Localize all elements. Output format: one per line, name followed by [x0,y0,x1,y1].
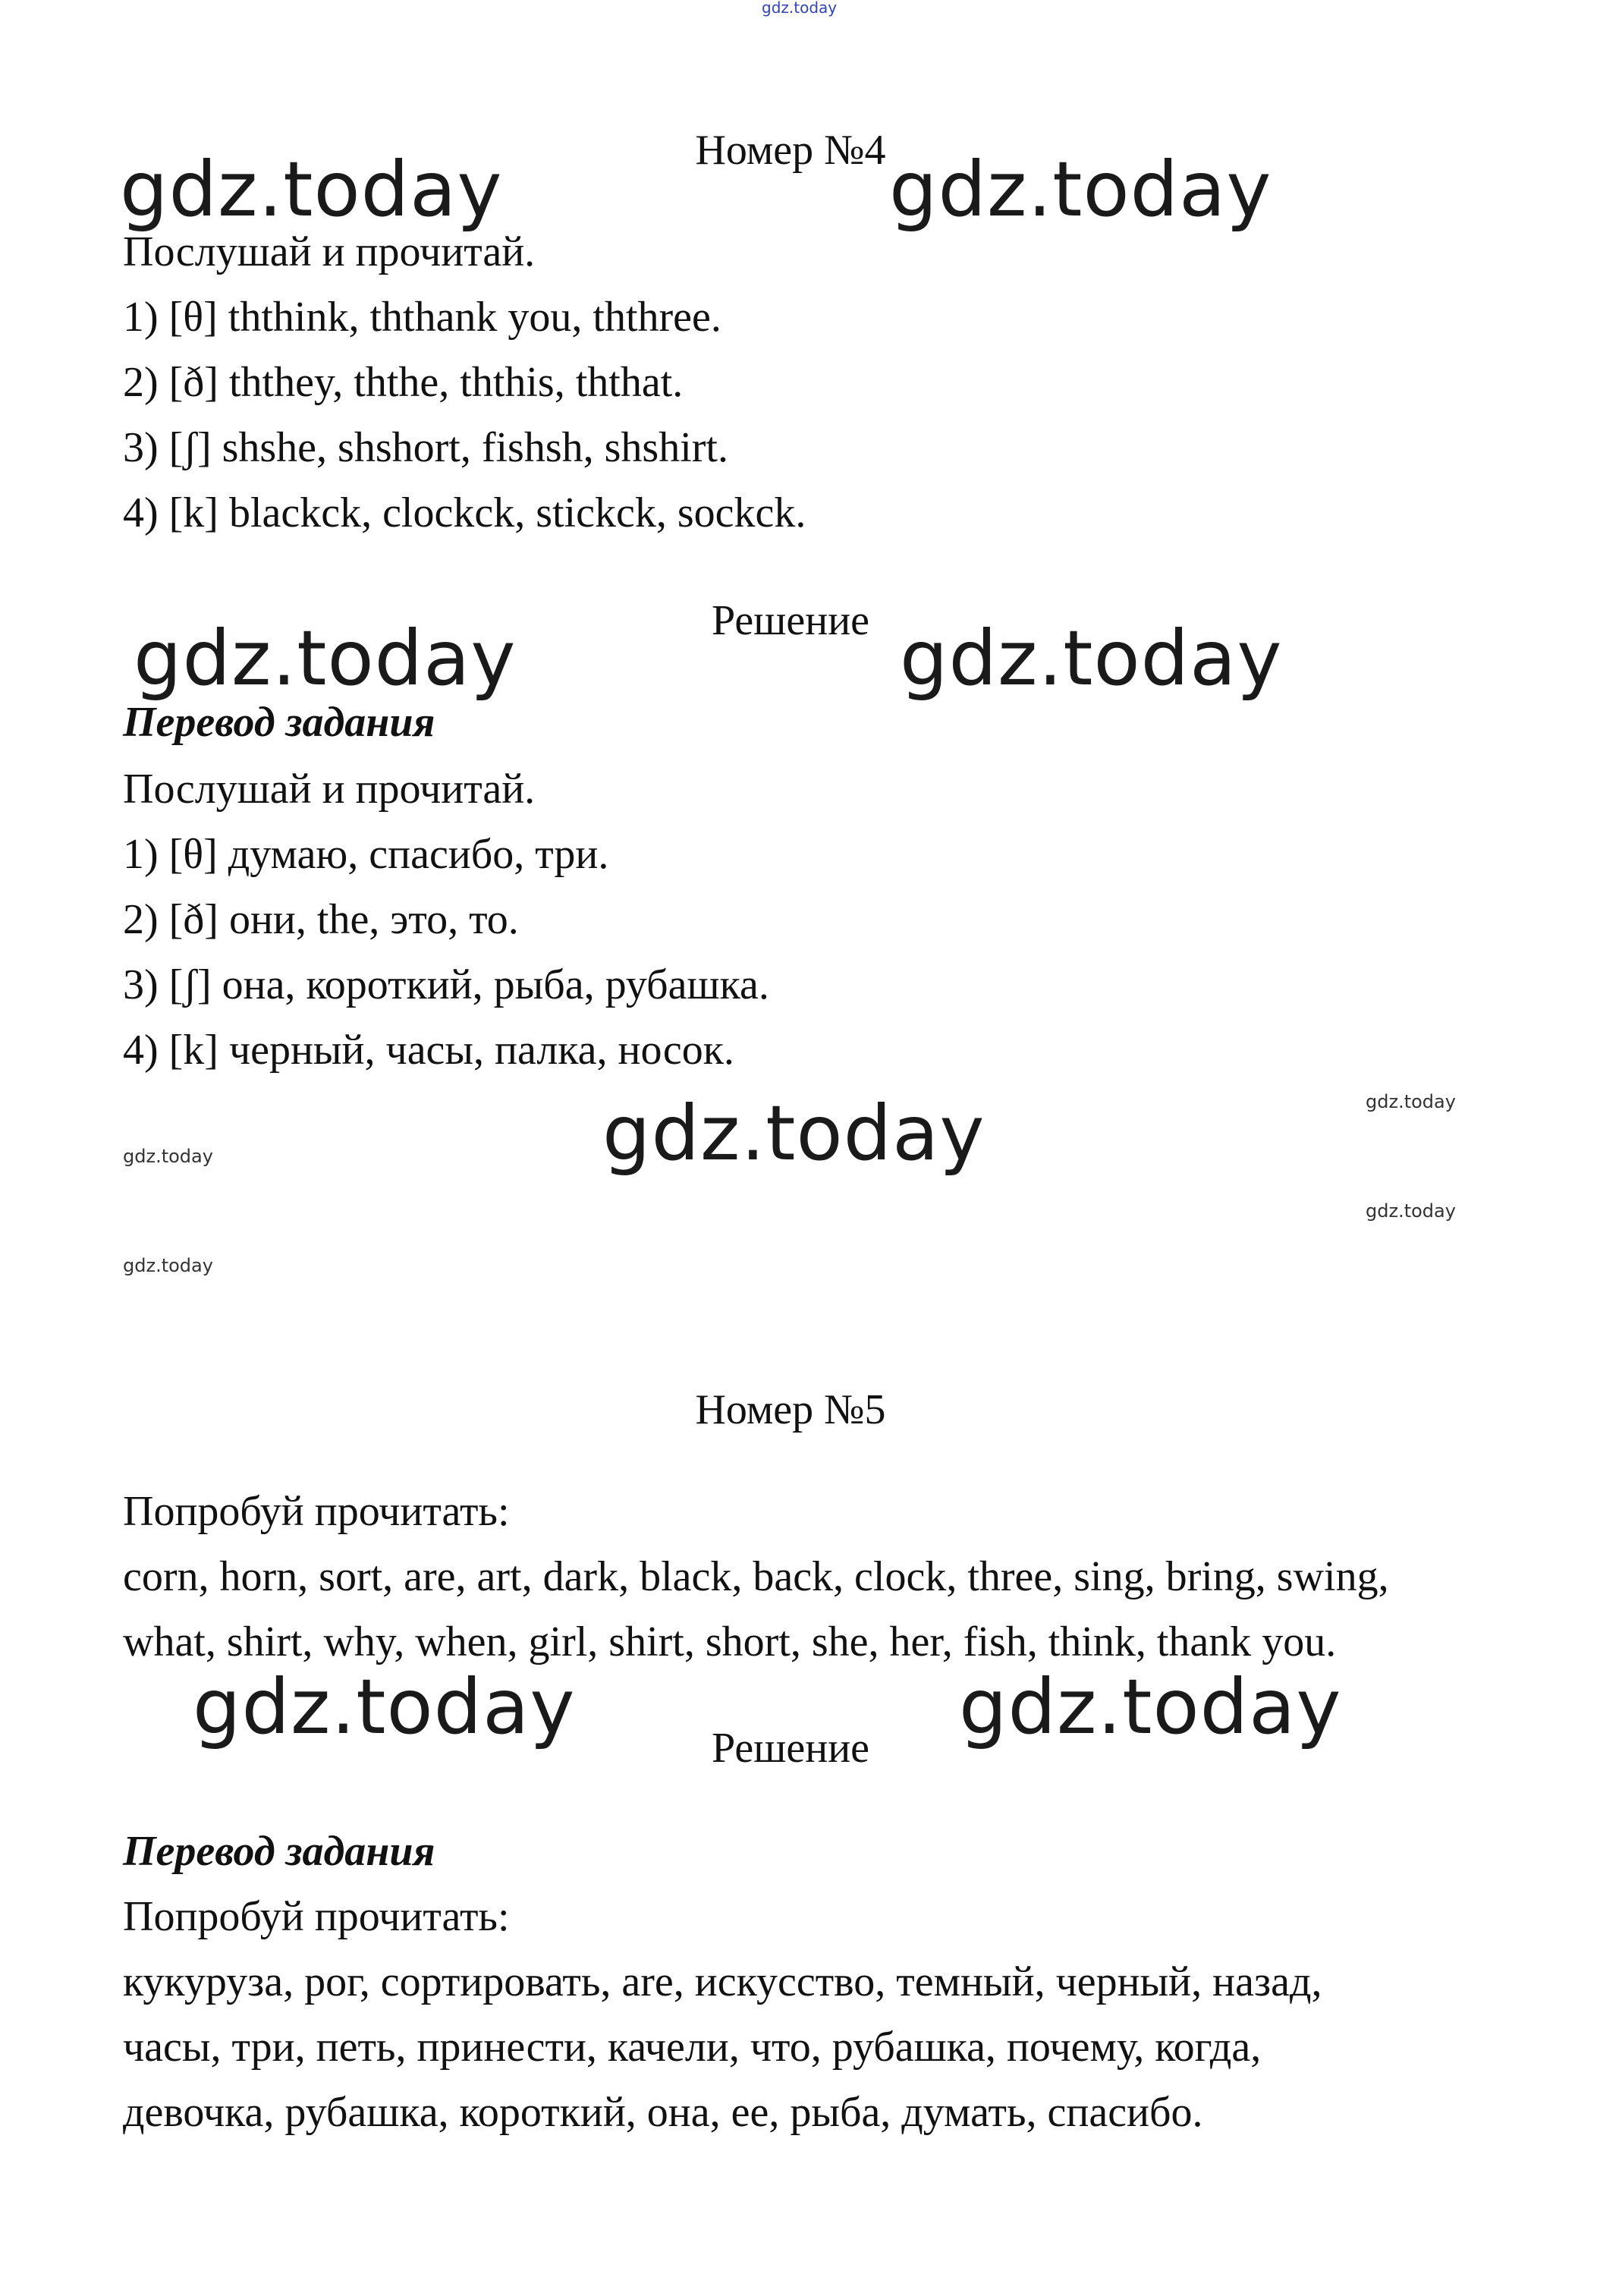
task5-solution-label: Решение [711,1725,870,1772]
task4-translation-line-2: 2) [ð] они, the, это, то. [123,896,519,943]
watermark-large: gdz.today [193,1662,576,1751]
task4-translation-line-4: 4) [k] черный, часы, палка, носок. [123,1027,734,1074]
task4-translation-line-1: 1) [θ] думаю, спасибо, три. [123,831,609,878]
task4-translation-prompt: Послушай и прочитай. [123,766,536,813]
task4-line-3: 3) [ʃ] shshe, shshort, fishsh, shshirt. [123,424,728,471]
task4-line-1: 1) [θ] ththink, ththank you, ththree. [123,294,721,341]
task4-solution-label: Решение [711,597,870,644]
task5-translation-heading: Перевод задания [123,1828,435,1875]
task5-translation-line-1: кукуруза, рог, сортировать, are, искусство, темный, черный, назад, [123,1958,1322,2005]
task4-line-2: 2) [ð] ththey, ththe, ththis, ththat. [123,359,684,406]
task5-prompt: Попробуй прочитать: [123,1488,510,1535]
task5-translation-line-2: часы, три, петь, принести, качели, что, рубашка, почему, когда, [123,2024,1262,2071]
watermark-small: gdz.today [123,1255,213,1276]
task5-heading: Номер №5 [695,1386,886,1433]
watermark-small: gdz.today [123,1146,213,1167]
watermark-large: gdz.today [120,145,503,234]
task5-translation-line-3: девочка, рубашка, короткий, она, ее, рыба, думать, спасибо. [123,2089,1203,2136]
watermark-small: gdz.today [1366,1091,1456,1112]
watermark-large: gdz.today [959,1662,1342,1751]
task5-line-1: corn, horn, sort, are, art, dark, black, back, clock, three, sing, bring, swing, [123,1553,1389,1600]
task5-line-2: what, shirt, why, when, girl, shirt, short, she, her, fish, think, thank you. [123,1618,1337,1665]
task4-translation-line-3: 3) [ʃ] она, короткий, рыба, рубашка. [123,961,769,1008]
task4-heading: Номер №4 [695,127,886,174]
task4-line-4: 4) [k] blackck, clockck, stickck, sockck. [123,489,806,536]
watermark-small: gdz.today [1366,1200,1456,1222]
watermark-large: gdz.today [889,145,1272,234]
watermark-large: gdz.today [602,1089,985,1178]
watermark-large: gdz.today [900,614,1283,703]
task5-translation-prompt: Попробуй прочитать: [123,1893,510,1940]
task4-translation-heading: Перевод задания [123,699,435,746]
watermark-large: gdz.today [134,614,517,703]
task4-prompt: Послушай и прочитай. [123,228,536,275]
watermark-top: gdz.today [762,0,838,17]
